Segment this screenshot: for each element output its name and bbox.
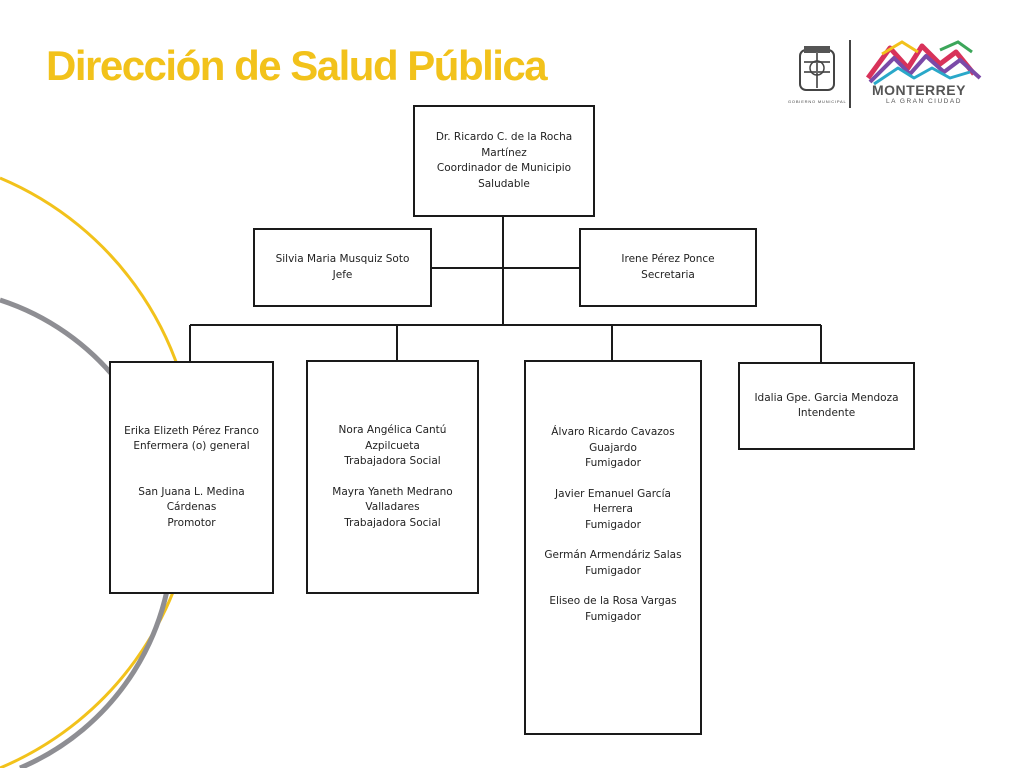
coordinator-name-line1: Dr. Ricardo C. de la Rocha [435, 131, 573, 143]
org-box-fumigation [524, 360, 702, 735]
promoter-name-line1: San Juana L. Medina [138, 485, 245, 498]
nurse-role: Enfermera (o) general [133, 440, 250, 453]
coordinator-name-line2: Martínez [481, 146, 527, 159]
fumigator-2-name-line1: Javier Emanuel García [555, 487, 671, 500]
social-worker-2-role: Trabajadora Social [344, 516, 441, 529]
social-worker-2-name-line1: Mayra Yaneth Medrano [332, 485, 453, 498]
fumigator-1-role: Fumigador [585, 457, 641, 469]
fumigator-2-name-line2: Herrera [593, 503, 633, 515]
fumigator-4-name: Eliseo de la Rosa Vargas [549, 595, 677, 607]
coordinator-role-line2: Saludable [478, 177, 530, 190]
chief-role: Jefe [332, 268, 353, 281]
page-title: Dirección de Salud Pública [46, 42, 547, 89]
chief-name: Silvia Maria Musquiz Soto [275, 253, 410, 265]
coordinator-role-line1: Coordinador de Municipio [436, 162, 572, 174]
secretary-name: Irene Pérez Ponce [621, 253, 715, 265]
org-box-nursing [109, 361, 274, 594]
social-worker-1-role: Trabajadora Social [344, 455, 441, 467]
secretary-role: Secretaria [641, 268, 695, 281]
org-box-secretary [579, 228, 757, 307]
fumigator-1-name-line2: Guajardo [589, 441, 637, 454]
social-worker-1-name-line2: Azpilcueta [365, 439, 420, 452]
janitor-name: Idalia Gpe. Garcia Mendoza [754, 391, 899, 404]
logo-name: MONTERREY [872, 82, 966, 98]
janitor-role: Intendente [797, 407, 856, 419]
org-box-coordinator [413, 105, 595, 217]
fumigator-1-name-line1: Álvaro Ricardo Cavazos [551, 426, 675, 438]
fumigator-2-role: Fumigador [585, 518, 641, 531]
seal-label: GOBIERNO MUNICIPAL [788, 99, 847, 104]
promoter-name-line2: Cárdenas [166, 501, 217, 514]
org-box-janitor [738, 362, 915, 450]
promoter-role: Promotor [167, 516, 216, 529]
fumigator-3-role: Fumigador [585, 564, 641, 577]
social-worker-2-name-line2: Valladares [365, 501, 420, 513]
nurse-name: Erika Elizeth Pérez Franco [124, 424, 259, 437]
social-worker-1-name-line1: Nora Angélica Cantú [338, 424, 447, 436]
logo-tagline: LA GRAN CIUDAD [886, 98, 962, 105]
fumigator-3-name: Germán Armendáriz Salas [544, 549, 682, 561]
fumigator-4-role: Fumigador [585, 610, 641, 623]
org-box-social-work [306, 360, 479, 594]
org-box-chief [253, 228, 432, 307]
